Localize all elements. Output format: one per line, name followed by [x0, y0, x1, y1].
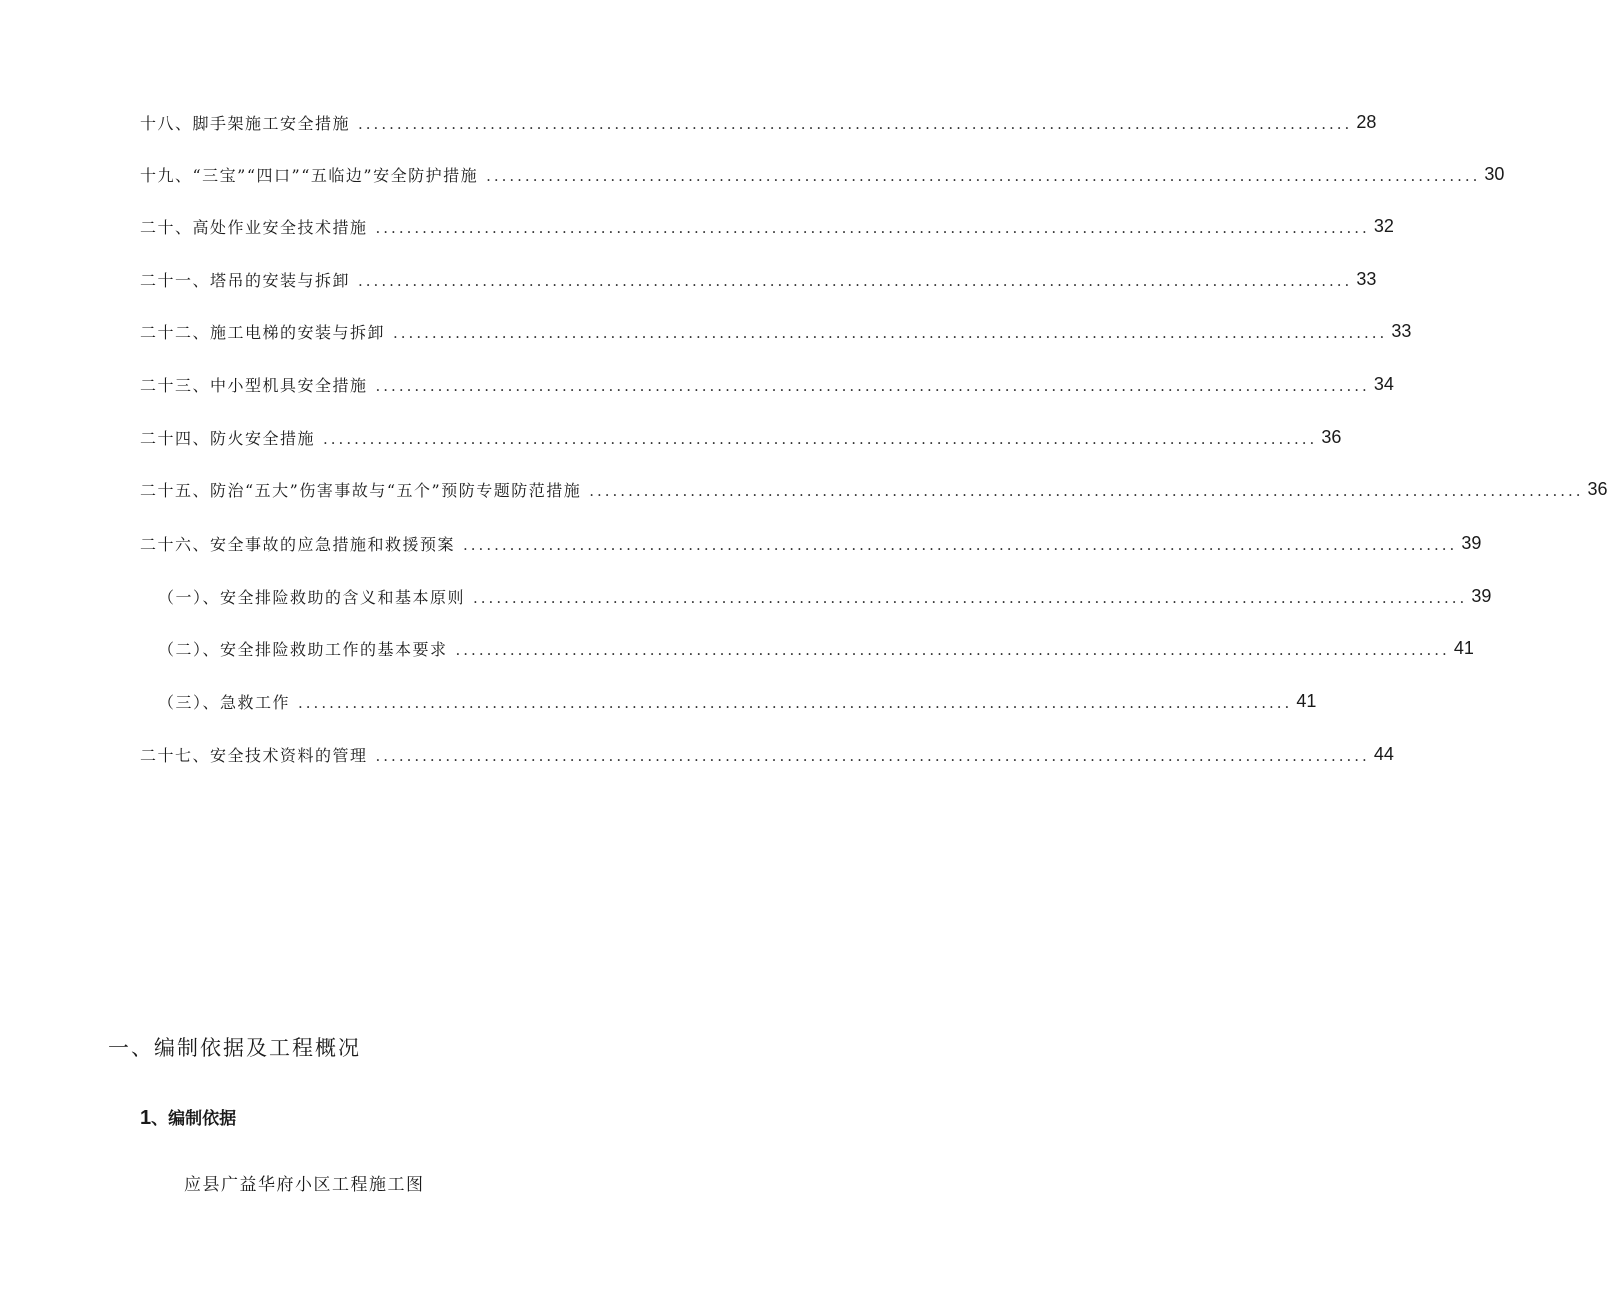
- toc-page-number: 32: [1373, 215, 1394, 236]
- toc-entry[interactable]: [158, 633, 1474, 663]
- toc-entry[interactable]: [140, 422, 1342, 452]
- toc-page-number: 33: [1391, 320, 1412, 341]
- toc-page-number: 44: [1373, 743, 1394, 764]
- section-heading: 一、编制依据及工程概况: [108, 1036, 361, 1060]
- toc-entry-title: 二十四、防火安全措施: [140, 428, 316, 448]
- toc-page-number: 34: [1373, 373, 1394, 394]
- subsection-number: 1: [140, 1107, 152, 1129]
- toc-entry-title: 二十六、安全事故的应急措施和救援预案: [140, 534, 456, 554]
- toc-leader-dots: ................................................................................................................................: [375, 219, 1370, 237]
- toc-entry-title: （二）、安全排险救助工作的基本要求: [158, 639, 448, 659]
- toc-leader-dots: ................................................................................................................................: [323, 430, 1318, 448]
- toc-leader-dots: ................................................................................................................................: [375, 377, 1370, 395]
- toc-leader-dots: ................................................................................................................................: [473, 589, 1468, 607]
- toc-leader-dots: ................................................................................................................................: [589, 482, 1584, 500]
- toc-entry-title: （一）、安全排险救助的含义和基本原则: [158, 587, 466, 607]
- toc-entry[interactable]: [158, 581, 1492, 611]
- toc-page-number: 30: [1484, 163, 1505, 184]
- toc-page-number: 36: [1321, 426, 1342, 447]
- toc-entry-title: 二十三、中小型机具安全措施: [140, 375, 368, 395]
- toc-entry[interactable]: [140, 369, 1394, 399]
- toc-page-number: 39: [1461, 532, 1482, 553]
- toc-entry[interactable]: [140, 528, 1482, 558]
- toc-leader-dots: ................................................................................................................................: [358, 115, 1353, 133]
- toc-page-number: 36: [1587, 478, 1608, 499]
- toc-entry[interactable]: [140, 211, 1394, 241]
- toc-entry[interactable]: [140, 739, 1394, 769]
- toc-entry-title: 十九、“三宝”“四口”“五临边”安全防护措施: [140, 165, 479, 185]
- toc-entry[interactable]: [140, 159, 1505, 189]
- toc-leader-dots: ................................................................................................................................: [358, 272, 1353, 290]
- toc-entry[interactable]: [140, 474, 1608, 504]
- toc-leader-dots: ................................................................................................................................: [455, 641, 1450, 659]
- toc-entry-title: 二十五、防治“五大”伤害事故与“五个”预防专题防范措施: [140, 480, 582, 500]
- toc-entry-title: （三）、急救工作: [158, 692, 291, 712]
- toc-leader-dots: ................................................................................................................................: [375, 747, 1370, 765]
- toc-page-number: 33: [1356, 268, 1377, 289]
- toc-entry-title: 二十七、安全技术资料的管理: [140, 745, 368, 765]
- toc-entry[interactable]: [140, 264, 1377, 294]
- toc-page-number: 41: [1453, 637, 1474, 658]
- toc-entry[interactable]: [158, 686, 1317, 716]
- toc-entry-title: 十八、脚手架施工安全措施: [140, 113, 351, 133]
- toc-entry[interactable]: [140, 316, 1412, 346]
- toc-leader-dots: ................................................................................................................................: [393, 324, 1388, 342]
- toc-page-number: 41: [1296, 690, 1317, 711]
- toc-leader-dots: ................................................................................................................................: [486, 167, 1481, 185]
- toc-leader-dots: ................................................................................................................................: [298, 694, 1293, 712]
- toc-entry-title: 二十、高处作业安全技术措施: [140, 217, 368, 237]
- toc-page-number: 28: [1356, 111, 1377, 132]
- toc-page-number: 39: [1471, 585, 1492, 606]
- toc-entry[interactable]: [140, 107, 1377, 137]
- toc-leader-dots: ................................................................................................................................: [463, 536, 1458, 554]
- body-paragraph: 应县广益华府小区工程施工图: [184, 1175, 425, 1195]
- toc-entry-title: 二十二、施工电梯的安装与拆卸: [140, 322, 386, 342]
- subsection-heading: [140, 1104, 236, 1130]
- toc-entry-title: 二十一、塔吊的安装与拆卸: [140, 270, 351, 290]
- subsection-title: 、编制依据: [151, 1109, 237, 1128]
